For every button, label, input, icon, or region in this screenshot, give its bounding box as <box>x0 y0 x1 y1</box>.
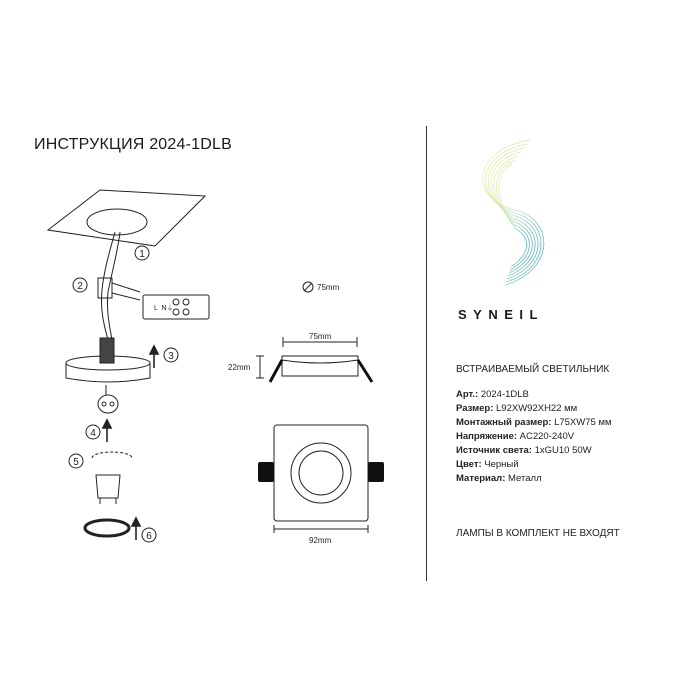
spec-label: Размер: <box>456 403 494 414</box>
mount-width-dimension: 75mm <box>309 332 332 341</box>
spec-value: Металл <box>508 473 542 484</box>
spec-value: L75XW75 мм <box>554 417 612 428</box>
spec-label: Монтажный размер: <box>456 417 552 428</box>
step-number: 4 <box>90 428 96 439</box>
width-dimension: 92mm <box>309 536 332 545</box>
product-heading: ВСТРАИВАЕМЫЙ СВЕТИЛЬНИК <box>456 364 610 375</box>
terminal-label: N <box>161 305 167 312</box>
top-view-frame <box>274 425 368 521</box>
side-view-rim <box>282 356 358 363</box>
spring-clip-right <box>358 360 372 382</box>
step-number: 2 <box>77 281 83 292</box>
spec-value: AC220-240V <box>519 431 575 442</box>
brand-name: SYNEIL <box>458 307 544 322</box>
top-view-ring-inner <box>299 451 343 495</box>
step-number: 3 <box>168 351 174 362</box>
spec-label: Напряжение: <box>456 431 518 442</box>
side-view-body <box>282 360 358 376</box>
spec-value: 2024-1DLB <box>480 389 529 400</box>
spring-clip-left <box>270 360 282 382</box>
spec-value: L92XW92XH22 мм <box>496 403 578 414</box>
step-number: 6 <box>146 531 152 542</box>
spring-clip-right <box>368 462 384 482</box>
spec-value: Черный <box>484 459 519 470</box>
spec-value: 1xGU10 50W <box>534 445 592 456</box>
step-number: 1 <box>139 249 145 260</box>
footnote: ЛАМПЫ В КОМПЛЕКТ НЕ ВХОДЯТ <box>456 528 620 539</box>
top-view-ring-outer <box>291 443 351 503</box>
step-number: 5 <box>73 457 79 468</box>
spec-label: Источник света: <box>456 445 532 456</box>
terminal-label: L <box>154 305 158 312</box>
height-dimension: 22mm <box>228 363 251 372</box>
spec-label: Арт.: <box>456 389 479 400</box>
spec-label: Цвет: <box>456 459 482 470</box>
page-title: ИНСТРУКЦИЯ 2024-1DLB <box>34 136 232 153</box>
spring-clip-left <box>258 462 274 482</box>
terminal-label: ⏚ <box>166 305 174 312</box>
cutout-dimension: 75mm <box>317 283 340 292</box>
spec-label: Материал: <box>456 473 506 484</box>
